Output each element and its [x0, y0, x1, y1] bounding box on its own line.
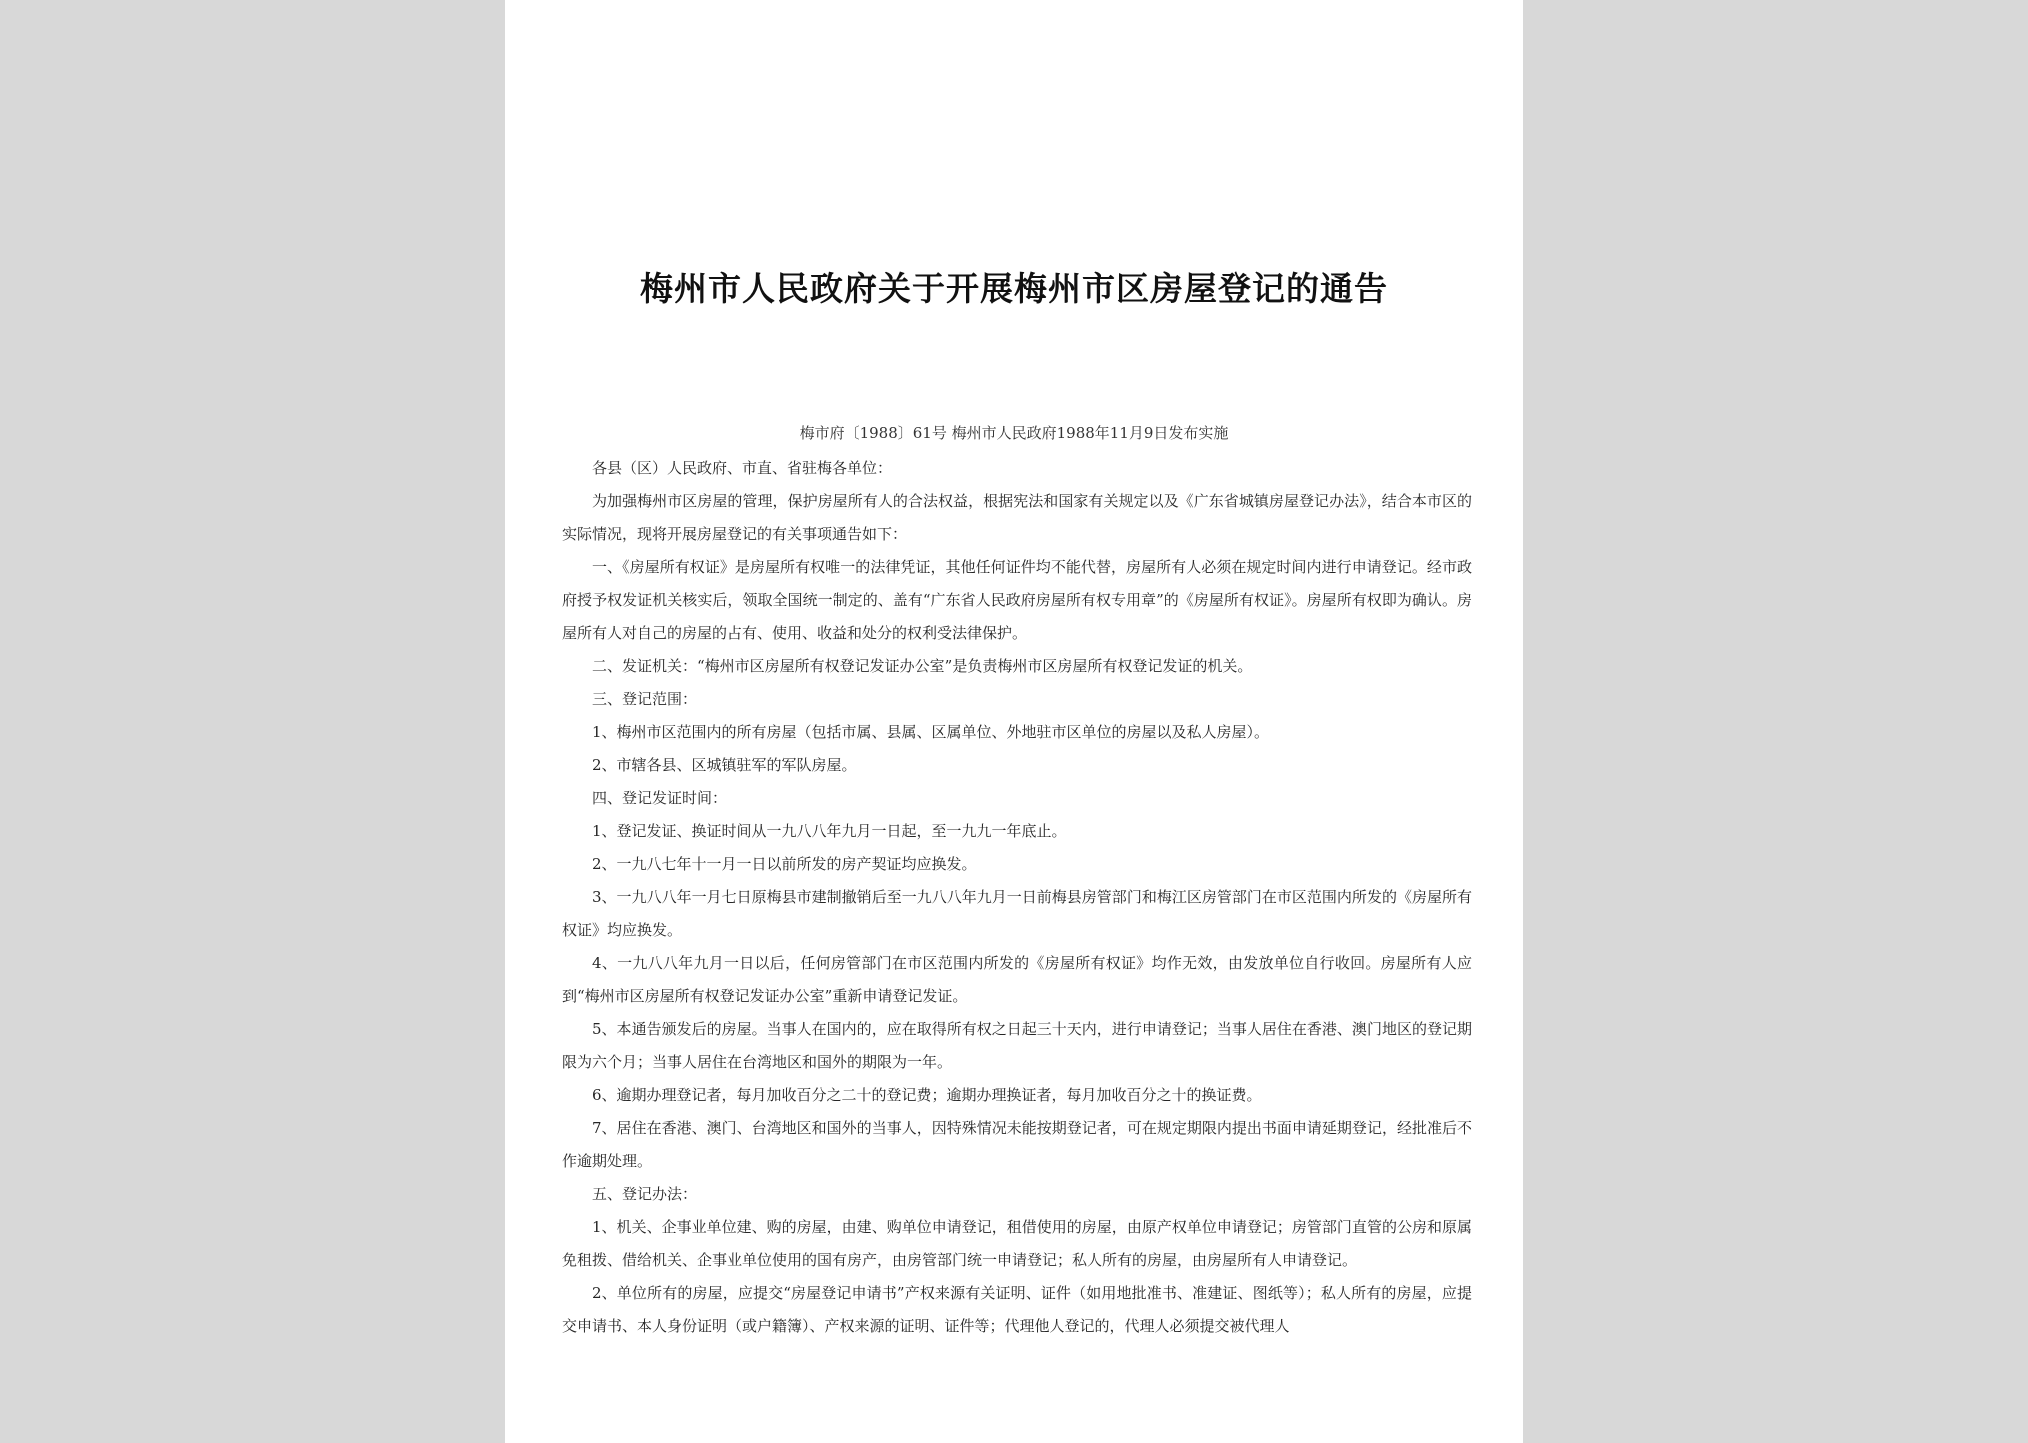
document-page	[505, 0, 1523, 1443]
document-body	[562, 452, 1472, 1343]
paragraph-article-5-item-2: 2、单位所有的房屋，应提交“房屋登记申请书”产权来源有关证明、证件（如用地批准书、准建证、图纸等）；私人所有的房屋，应提交申请书、本人身份证明（或户籍簿）、产权来源的证明、证件等；代理他人登记的，代理人必须提交被代理人	[562, 1284, 1472, 1335]
paragraph-article-5-heading: 五、登记办法：	[592, 1185, 698, 1203]
paragraph-article-4-item-6: 6、逾期办理登记者，每月加收百分之二十的登记费；逾期办理换证者，每月加收百分之十的换证费。	[592, 1086, 1262, 1104]
paragraph-article-1: 一、《房屋所有权证》是房屋所有权唯一的法律凭证，其他任何证件均不能代替，房屋所有人必须在规定时间内进行申请登记。经市政府授予权发证机关核实后，领取全国统一制定的、盖有“广东省人民政府房屋所有权专用章”的《房屋所有权证》。房屋所有权即为确认。房屋所有人对自己的房屋的占有、使用、收益和处分的权利受法律保护。	[562, 558, 1472, 642]
paragraph-article-4-item-5: 5、本通告颁发后的房屋。当事人在国内的，应在取得所有权之日起三十天内，进行申请登记；当事人居住在香港、澳门地区的登记期限为六个月；当事人居住在台湾地区和国外的期限为一年。	[562, 1020, 1472, 1071]
paragraph-article-4-item-3: 3、一九八八年一月七日原梅县市建制撤销后至一九八八年九月一日前梅县房管部门和梅江区房管部门在市区范围内所发的《房屋所有权证》均应换发。	[562, 888, 1472, 939]
paragraph-article-4-item-7: 7、居住在香港、澳门、台湾地区和国外的当事人，因特殊情况未能按期登记者，可在规定期限内提出书面申请延期登记，经批准后不作逾期处理。	[562, 1119, 1472, 1170]
paragraph-article-3-item-1: 1、梅州市区范围内的所有房屋（包括市属、县属、区属单位、外地驻市区单位的房屋以及私人房屋）。	[592, 723, 1270, 741]
paragraph-article-5-item-1: 1、机关、企事业单位建、购的房屋，由建、购单位申请登记，租借使用的房屋，由原产权单位申请登记；房管部门直管的公房和原属免租拨、借给机关、企事业单位使用的国有房产，由房管部门统一申请登记；私人所有的房屋，由房屋所有人申请登记。	[562, 1218, 1472, 1269]
paragraph-article-3-heading: 三、登记范围：	[592, 690, 698, 708]
document-issuance-info: 梅市府〔1988〕61号 梅州市人民政府1988年11月9日发布实施	[799, 424, 1229, 442]
paragraph-salutation: 各县（区）人民政府、市直、省驻梅各单位：	[592, 459, 893, 477]
paragraph-article-4-heading: 四、登记发证时间：	[592, 789, 728, 807]
paragraph-article-4-item-2: 2、一九八七年十一月一日以前所发的房产契证均应换发。	[592, 855, 977, 873]
document-title: 梅州市人民政府关于开展梅州市区房屋登记的通告	[640, 269, 1388, 308]
paragraph-article-2: 二、发证机关：“梅州市区房屋所有权登记发证办公室”是负责梅州市区房屋所有权登记发证的机关。	[592, 657, 1253, 675]
paragraph-article-4-item-1: 1、登记发证、换证时间从一九八八年九月一日起，至一九九一年底止。	[592, 822, 1067, 840]
paragraph-article-4-item-4: 4、一九八八年九月一日以后，任何房管部门在市区范围内所发的《房屋所有权证》均作无效，由发放单位自行收回。房屋所有人应到“梅州市区房屋所有权登记发证办公室”重新申请登记发证。	[562, 954, 1472, 1005]
paragraph-preamble: 为加强梅州市区房屋的管理，保护房屋所有人的合法权益，根据宪法和国家有关规定以及《广东省城镇房屋登记办法》，结合本市区的实际情况，现将开展房屋登记的有关事项通告如下：	[562, 492, 1472, 543]
paragraph-article-3-item-2: 2、市辖各县、区城镇驻军的军队房屋。	[592, 756, 857, 774]
